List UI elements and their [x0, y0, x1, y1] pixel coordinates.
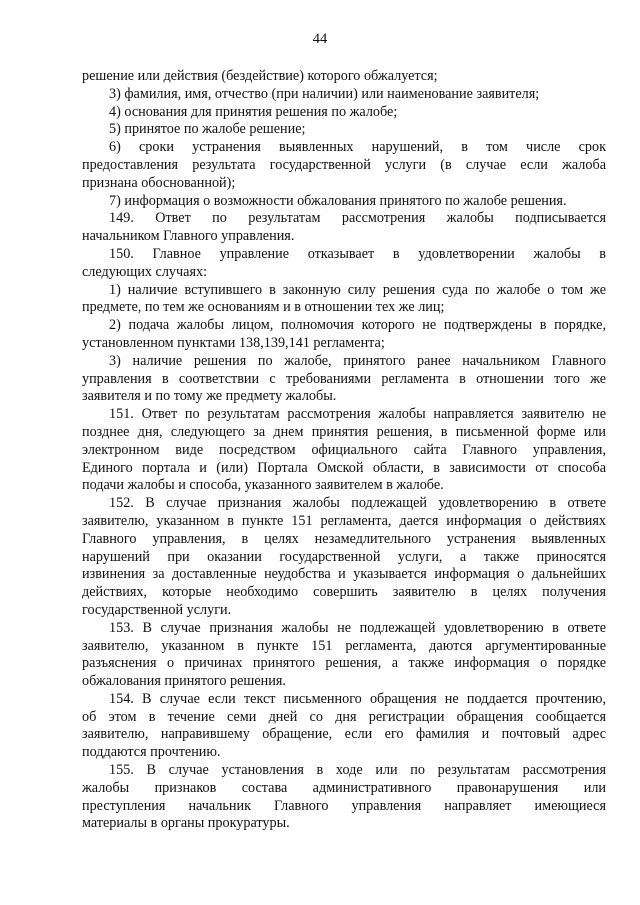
- text-line: 2) подача жалобы лицом, полномочия которого не подтверждены в порядке,: [109, 317, 606, 334]
- text-line: 3) наличие решения по жалобе, принятого ранее начальником Главного: [109, 352, 606, 369]
- text-line: жалобы признаков состава административного правонарушения или: [82, 779, 606, 796]
- text-line: позднее дня, следующего за днем принятия решения, в письменной форме или: [82, 423, 606, 440]
- text-line: подачи жалобы и способа, указанного заявителем в жалобе.: [82, 477, 444, 494]
- text-line: преступления начальник Главного управления направляет имеющиеся: [82, 797, 606, 814]
- text-line: материалы в органы прокуратуры.: [82, 815, 290, 832]
- text-line: об этом в течение семи дней со дня регистрации обращения сообщается: [82, 708, 606, 725]
- text-line: извинения за доставленные неудобства и указывается информация о дальнейших: [82, 566, 606, 583]
- text-line: признана обоснованной);: [82, 174, 236, 191]
- text-line: 1) наличие вступившего в законную силу решения суда по жалобе о том же: [109, 281, 606, 298]
- text-line: 149. Ответ по результатам рассмотрения жалобы подписывается: [109, 210, 606, 227]
- text-line: заявителю, указанном в пункте 151 регламента, дается информация о действиях: [82, 512, 606, 529]
- text-line: государственной услуги.: [82, 601, 232, 618]
- text-line: предмете, по тем же основаниям и в отношении тех же лиц;: [82, 299, 445, 316]
- text-line: заявителю, указанном в пункте 151 регламента, даются аргументированные: [82, 637, 606, 654]
- text-line: 155. В случае установления в ходе или по результатам рассмотрения: [109, 762, 606, 779]
- text-line: действиях, которые необходимо совершить заявителю в целях получения: [82, 584, 606, 601]
- text-line: предоставления результата государственной услуги (в случае если жалоба: [82, 156, 606, 173]
- text-line: 6) сроки устранения выявленных нарушений, в том числе срок: [109, 139, 606, 156]
- text-line: 153. В случае признания жалобы не подлежащей удовлетворению в ответе: [109, 619, 606, 636]
- text-line: 152. В случае признания жалобы подлежащей удовлетворению в ответе: [109, 495, 606, 512]
- text-line: поддаются прочтению.: [82, 744, 221, 761]
- text-line: 4) основания для принятия решения по жалобе;: [109, 103, 398, 120]
- page-number: 44: [312, 31, 328, 47]
- text-line: Единого портала и (или) Портала Омской области, в зависимости от способа: [82, 459, 606, 476]
- text-line: Главного управления, в целях незамедлительного устранения выявленных: [82, 530, 606, 547]
- text-line: заявителя и по тому же предмету жалобы.: [82, 388, 337, 405]
- text-line: обжалования принятого решения.: [82, 673, 286, 690]
- text-line: 3) фамилия, имя, отчество (при наличии) или наименование заявителя;: [109, 85, 540, 102]
- text-line: начальником Главного управления.: [82, 228, 295, 245]
- text-line: заявителю, направившему обращение, если его фамилия и почтовый адрес: [82, 726, 606, 743]
- text-line: 5) принятое по жалобе решение;: [109, 121, 306, 138]
- text-line: установленном пунктами 138,139,141 регламента;: [82, 334, 385, 351]
- text-line: электронном виде посредством официального сайта Главного управления,: [82, 441, 606, 458]
- text-line: разъяснения о причинах принятого решения, а также информация о порядке: [82, 655, 606, 672]
- text-line: 150. Главное управление отказывает в удовлетворении жалобы в: [109, 245, 606, 262]
- document-body: [82, 68, 606, 833]
- text-line: решение или действия (бездействие) которого обжалуется;: [82, 68, 438, 84]
- text-line: 151. Ответ по результатам рассмотрения жалобы направляется заявителю не: [109, 406, 606, 423]
- text-line: 154. В случае если текст письменного обращения не поддается прочтению,: [109, 690, 606, 707]
- text-line: 7) информация о возможности обжалования принятого по жалобе решения.: [109, 192, 567, 209]
- text-line: следующих случаях:: [82, 263, 208, 280]
- text-line: нарушений при оказании государственной услуги, а также приносятся: [82, 548, 606, 565]
- text-line: управления в соответствии с требованиями регламента в отношении того же: [82, 370, 606, 387]
